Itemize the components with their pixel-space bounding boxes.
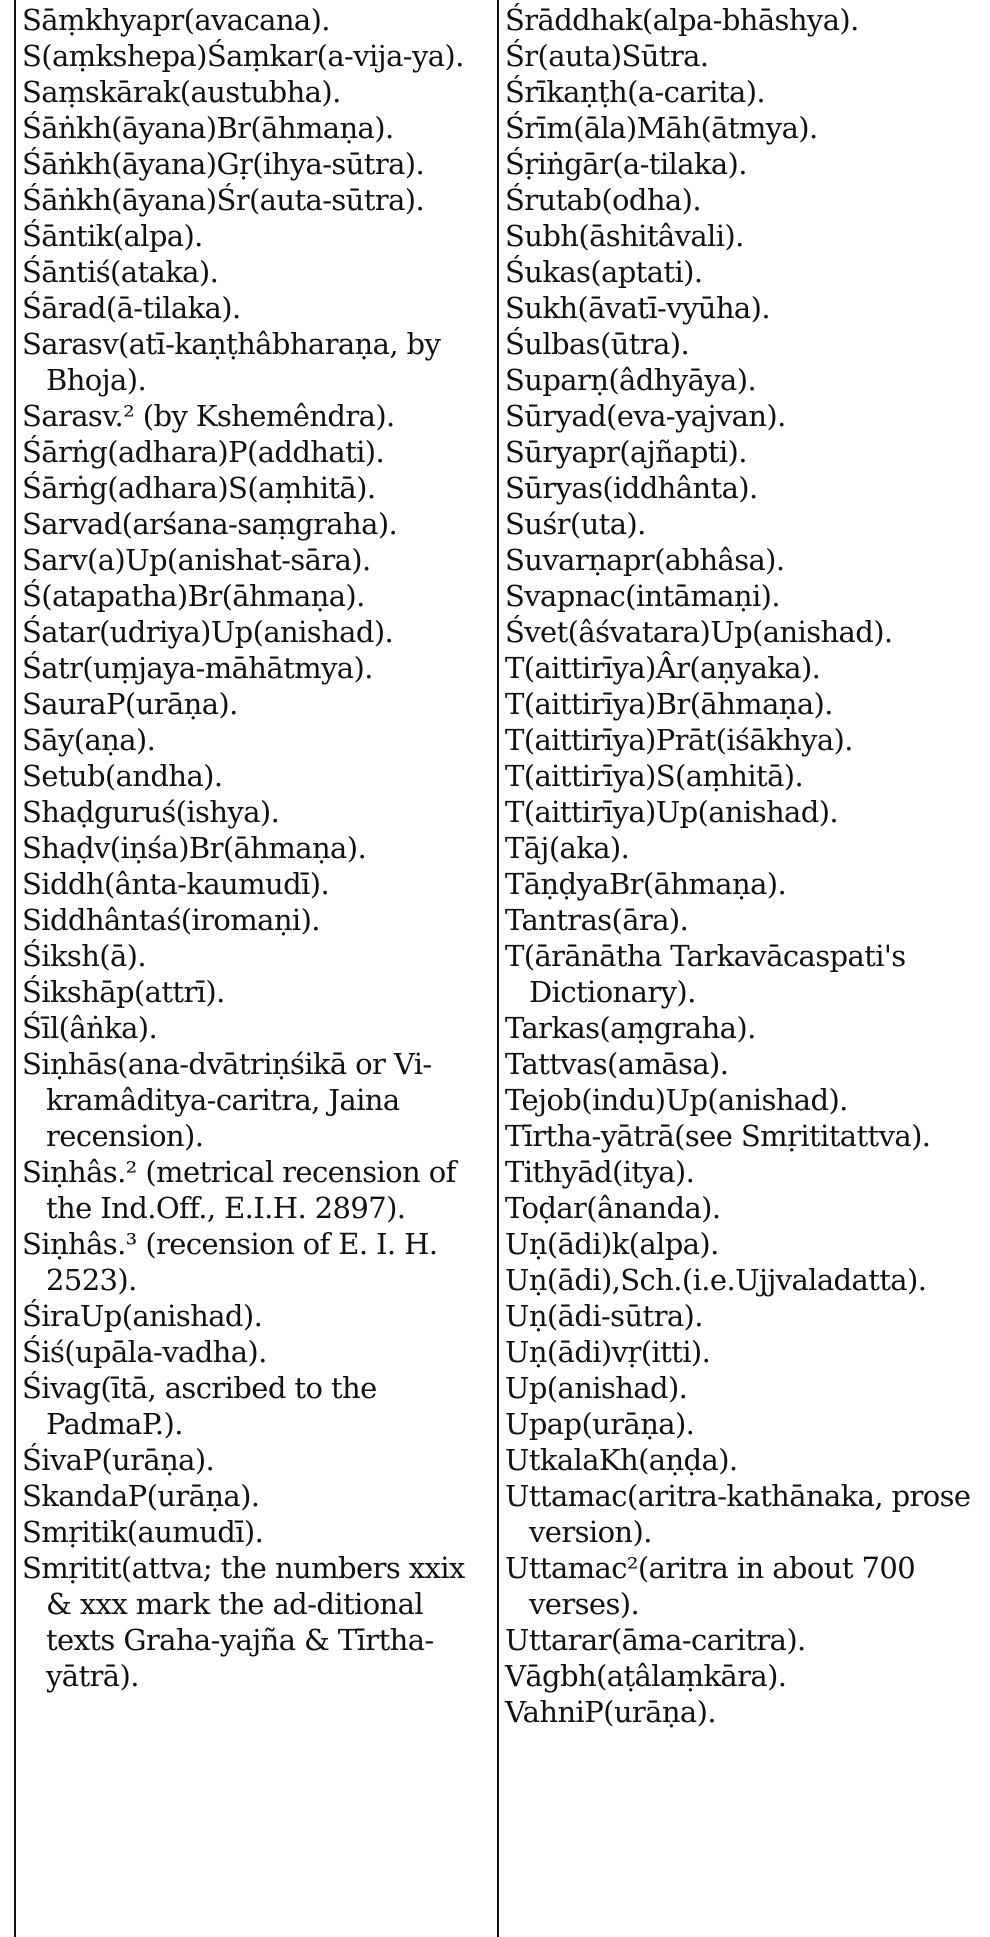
abbreviation-entry: Shaḍv(iṇśa)Br(āhmaṇa). xyxy=(22,831,367,865)
abbreviation-entry: Uttarar(āma-caritra). xyxy=(505,1623,806,1657)
abbreviation-entry: Tithyād(itya). xyxy=(505,1155,695,1189)
abbreviation-entry: Tarkas(aṃgraha). xyxy=(505,1011,756,1045)
abbreviation-entry: Tattvas(amāsa). xyxy=(505,1047,729,1081)
abbreviation-entry: T(aittirīya)S(aṃhitā). xyxy=(505,759,804,793)
abbreviation-entry: Smṛitit(attva; the numbers xxix & xxx mark the ad-ditional texts Graha-yajña & Tīrtha-yātrā). xyxy=(22,1551,465,1693)
abbreviation-entry: Sāṃkhyapr(avacana). xyxy=(22,3,330,37)
abbreviation-entry: Sarv(a)Up(anishat-sāra). xyxy=(22,543,371,577)
abbreviation-entry: SauraP(urāṇa). xyxy=(22,687,238,721)
abbreviation-entry: Vāgbh(aṭâlaṃkāra). xyxy=(505,1659,787,1693)
abbreviation-entry: Sūryapr(ajñapti). xyxy=(505,435,747,469)
abbreviation-entry: Śāṅkh(āyana)Br(āhmaṇa). xyxy=(22,111,394,145)
right-column xyxy=(497,0,990,1937)
abbreviation-entry: Śāṅkh(āyana)Gṛ(ihya-sūtra). xyxy=(22,147,425,181)
abbreviation-entry: Śulbas(ūtra). xyxy=(505,327,690,361)
abbreviation-entry: Siṇhâs.³ (recension of E. I. H. 2523). xyxy=(22,1227,438,1297)
abbreviation-entry: T(aittirīya)Br(āhmaṇa). xyxy=(505,687,833,721)
abbreviation-entry: Śiś(upāla-vadha). xyxy=(22,1335,267,1369)
abbreviation-entry: Śāntik(alpa). xyxy=(22,219,203,253)
abbreviation-entry: Śrutab(odha). xyxy=(505,183,701,217)
abbreviation-entry: Uṇ(ādi),Sch.(i.e.Ujjvaladatta). xyxy=(505,1263,927,1297)
abbreviation-entry: Suparṇ(âdhyāya). xyxy=(505,363,757,397)
abbreviation-entry: Sukh(āvatī-vyūha). xyxy=(505,291,770,325)
abbreviation-entry: Uṇ(ādi)vṛ(itti). xyxy=(505,1335,711,1369)
abbreviation-entry: Śāntiś(ataka). xyxy=(22,255,219,289)
abbreviation-entry: Smṛitik(aumudī). xyxy=(22,1515,264,1549)
abbreviation-entry: TāṇḍyaBr(āhmaṇa). xyxy=(505,867,787,901)
abbreviation-entry: Toḍar(ânanda). xyxy=(505,1191,721,1225)
abbreviation-entry: Śvet(âśvatara)Up(anishad). xyxy=(505,615,893,649)
abbreviation-entry: Siṇhâs.² (metrical recension of the Ind.Off., E.I.H. 2897). xyxy=(22,1155,456,1225)
abbreviation-entry: Uttamac(aritra-kathānaka, prose version). xyxy=(505,1479,971,1549)
abbreviation-entry: Upap(urāṇa). xyxy=(505,1407,695,1441)
abbreviation-entry: Shaḍguruś(ishya). xyxy=(22,795,280,829)
abbreviation-entry: Śiksh(ā). xyxy=(22,939,147,973)
abbreviation-entry: Siddhântaś(iromaṇi). xyxy=(22,903,320,937)
abbreviation-entry: ŚiraUp(anishad). xyxy=(22,1299,263,1333)
abbreviation-entry: VahniP(urāṇa). xyxy=(505,1695,716,1729)
abbreviation-entry: Suvarṇapr(abhâsa). xyxy=(505,543,785,577)
abbreviation-entry: ŚivaP(urāṇa). xyxy=(22,1443,215,1477)
abbreviation-entry: Sūryad(eva-yajvan). xyxy=(505,399,786,433)
abbreviation-entry: Śārṅg(adhara)P(addhati). xyxy=(22,435,385,469)
abbreviation-entry: Saṃskārak(austubha). xyxy=(22,75,341,109)
abbreviation-entry: SkandaP(urāṇa). xyxy=(22,1479,260,1513)
abbreviation-entry: T(aittirīya)Up(anishad). xyxy=(505,795,839,829)
right-entry-list xyxy=(497,2,990,1730)
abbreviation-entry: Śārṅg(adhara)S(aṃhitā). xyxy=(22,471,376,505)
abbreviation-entry: Śikshāp(attrī). xyxy=(22,975,225,1009)
abbreviation-entry: Uṇ(ādi-sūtra). xyxy=(505,1299,703,1333)
left-entry-list xyxy=(0,2,497,1694)
abbreviation-entry: Sūryas(iddhânta). xyxy=(505,471,758,505)
abbreviation-entry: Śukas(aptati). xyxy=(505,255,703,289)
abbreviation-entry: Uttamac²(aritra in about 700 verses). xyxy=(505,1551,916,1621)
abbreviation-entry: Śṛiṅgār(a-tilaka). xyxy=(505,147,747,181)
abbreviation-entry: Śatar(udriya)Up(anishad). xyxy=(22,615,394,649)
abbreviation-entry: Tīrtha-yātrā(see Smṛititattva). xyxy=(505,1119,931,1153)
abbreviation-entry: Śivag(ītā, ascribed to the PadmaP.). xyxy=(22,1371,377,1441)
abbreviation-entry: Siṇhās(ana-dvātriṇśikā or Vi-kramâditya-caritra, Jaina recension). xyxy=(22,1047,432,1153)
abbreviation-entry: Setub(andha). xyxy=(22,759,223,793)
abbreviation-entry: Śrīkaṇṭh(a-carita). xyxy=(505,75,766,109)
abbreviation-entry: Ś(atapatha)Br(āhmaṇa). xyxy=(22,579,365,613)
abbreviation-entry: T(ārānātha Tarkavācaspati's Dictionary). xyxy=(505,939,906,1009)
abbreviation-entry: Tāj(aka). xyxy=(505,831,630,865)
abbreviation-entry: Uṇ(ādi)k(alpa). xyxy=(505,1227,719,1261)
abbreviation-entry: Sāy(aṇa). xyxy=(22,723,156,757)
abbreviation-entry: S(aṃkshepa)Śaṃkar(a-vija-ya). xyxy=(22,39,464,73)
abbreviation-entry: Svapnac(intāmaṇi). xyxy=(505,579,780,613)
abbreviation-entry: Śr(auta)Sūtra. xyxy=(505,39,709,73)
abbreviation-entry: Subh(āshitâvali). xyxy=(505,219,744,253)
abbreviation-entry: Śīl(âṅka). xyxy=(22,1011,158,1045)
abbreviation-entry: T(aittirīya)Âr(aṇyaka). xyxy=(505,651,821,685)
abbreviation-entry: Śāṅkh(āyana)Śr(auta-sūtra). xyxy=(22,183,425,217)
abbreviation-entry: T(aittirīya)Prāt(iśākhya). xyxy=(505,723,853,757)
abbreviation-entry: Śrāddhak(alpa-bhāshya). xyxy=(505,3,859,37)
abbreviation-entry: Suśr(uta). xyxy=(505,507,646,541)
abbreviation-entry: Siddh(ânta-kaumudī). xyxy=(22,867,330,901)
abbreviation-entry: Sarasv.² (by Kshemêndra). xyxy=(22,399,395,433)
abbreviation-entry: Śārad(ā-tilaka). xyxy=(22,291,241,325)
abbreviation-entry: Up(anishad). xyxy=(505,1371,688,1405)
abbreviation-entry: Tejob(indu)Up(anishad). xyxy=(505,1083,848,1117)
abbreviation-entry: Sarvad(arśana-saṃgraha). xyxy=(22,507,398,541)
abbreviation-entry: Śrīm(āla)Māh(ātmya). xyxy=(505,111,818,145)
abbreviation-entry: Śatr(uṃjaya-māhātmya). xyxy=(22,651,373,685)
abbreviation-entry: UtkalaKh(aṇḍa). xyxy=(505,1443,738,1477)
abbreviation-entry: Tantras(āra). xyxy=(505,903,689,937)
abbreviation-entry: Sarasv(atī-kaṇṭhâbharaṇa, by Bhoja). xyxy=(22,327,441,397)
